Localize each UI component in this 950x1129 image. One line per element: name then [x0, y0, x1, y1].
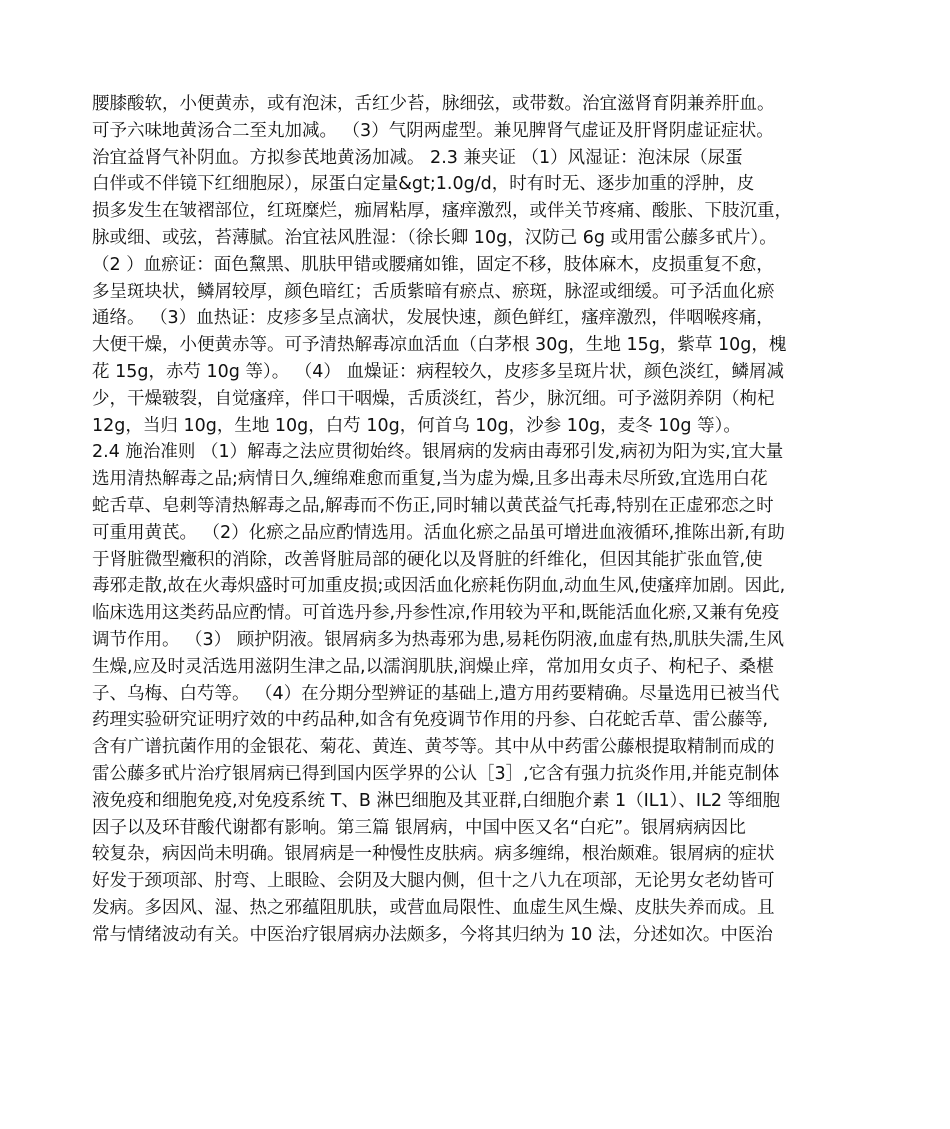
text-line: 治宜益肾气补阴血。方拟参芪地黄汤加减。 2.3 兼夹证 （1）风湿证：泡沫尿（尿蛋 [92, 147, 743, 168]
text-line: 12g，当归 10g，生地 10g，白芍 10g，何首乌 10g，沙参 10g，麦冬 10g 等）。 [92, 415, 741, 436]
text-line: 生燥,应及时灵活选用滋阴生津之品,以濡润肌肤,润燥止痒，常加用女贞子、枸杞子、桑椹 [92, 656, 774, 677]
text-line: 白伴或不伴镜下红细胞尿），尿蛋白定量&gt;1.0g/d，时有时无、逐步加重的浮肿，皮 [92, 174, 755, 195]
text-line: （2 ）血瘀证：面色黧黑、肌肤甲错或腰痛如锥，固定不移，肢体麻木，皮损重复不愈， [92, 254, 774, 275]
text-line: 毒邪走散,故在火毒炽盛时可加重皮损;或因活血化瘀耗伤阴血,动血生风,使瘙痒加剧。因此, [92, 576, 786, 597]
text-line: 少，干燥皲裂，自觉瘙痒，伴口干咽燥，舌质淡红，苔少，脉沉细。可予滋阴养阴（枸杞 [92, 388, 775, 409]
text-line: 于肾脏微型癥积的消除，改善肾脏局部的硬化以及肾脏的纤维化，但因其能扩张血管,使 [92, 549, 763, 570]
text-line: 脉或细、或弦，苔薄腻。治宜祛风胜湿：（徐长卿 10g，汉防己 6g 或用雷公藤多甙片）。 [92, 227, 777, 248]
text-line: 通络。 （3）血热证：皮疹多呈点滴状，发展快速，颜色鲜红，瘙痒激烈，伴咽喉疼痛， [92, 308, 774, 329]
body-text [92, 91, 872, 949]
text-line: 好发于颈项部、肘弯、上眼睑、会阴及大腿内侧，但十之八九在项部，无论男女老幼皆可 [92, 871, 775, 892]
text-line: 损多发生在皱褶部位，红斑糜烂，痂屑粘厚，瘙痒激烈，或伴关节疼痛、酸胀、下肢沉重， [92, 201, 792, 222]
text-line: 常与情绪波动有关。中医治疗银屑病办法颇多，今将其归纳为 10 法，分述如次。中医治 [92, 924, 773, 945]
text-line: 大便干燥，小便黄赤等。可予清热解毒凉血活血（白茅根 30g，生地 15g，紫草 10g，槐 [92, 335, 787, 356]
text-line: 雷公藤多甙片治疗银屑病已得到国内医学界的公认［3］,它含有强力抗炎作用,并能克制体 [92, 763, 780, 784]
text-line: 发病。多因风、湿、热之邪蕴阻肌肤，或营血局限性、血虚生风生燥、皮肤失养而成。且 [92, 897, 775, 918]
text-line: 药理实验研究证明疗效的中药品种,如含有免疫调节作用的丹参、白花蛇舌草、雷公藤等, [92, 710, 769, 731]
text-line: 2.4 施治准则 （1）解毒之法应贯彻始终。银屑病的发病由毒邪引发,病初为阳为实,宜大量 [92, 442, 784, 463]
text-line: 临床选用这类药品应酌情。可首选丹参,丹参性凉,作用较为平和,既能活血化瘀,又兼有免疫 [92, 603, 780, 624]
text-line: 多呈斑块状，鳞屑较厚，颜色暗红；舌质紫暗有瘀点、瘀斑，脉涩或细缓。可予活血化瘀 [92, 281, 775, 302]
text-line: 子、乌梅、白芍等。 （4）在分期分型辨证的基础上,遣方用药要精确。尽量选用已被当代 [92, 683, 780, 704]
text-line: 调节作用。 （3） 顾护阴液。银屑病多为热毒邪为患,易耗伤阴液,血虚有热,肌肤失濡,生风 [92, 629, 785, 650]
text-line: 较复杂，病因尚未明确。银屑病是一种慢性皮肤病。病多缠绵，根治颇难。银屑病的症状 [92, 844, 775, 865]
text-line: 可重用黄芪。 （2）化瘀之品应酌情选用。活血化瘀之品虽可增进血液循环,推陈出新,有助 [92, 522, 785, 543]
text-line: 腰膝酸软，小便黄赤，或有泡沫，舌红少苔，脉细弦，或带数。治宜滋肾育阴兼养肝血。 [92, 94, 775, 114]
text-line: 蛇舌草、皂刺等清热解毒之品,解毒而不伤正,同时辅以黄芪益气托毒,特别在正虚邪恋之时 [92, 495, 774, 516]
text-line: 可予六味地黄汤合二至丸加减。 （3）气阴两虚型。兼见脾肾气虚证及肝肾阴虚证症状。 [92, 120, 774, 141]
text-line: 液免疫和细胞免疫,对免疫系统 T、B 淋巴细胞及其亚群,白细胞介素 1（IL1）、IL2 等细胞 [92, 790, 781, 811]
text-line: 含有广谱抗菌作用的金银花、菊花、黄连、黄芩等。其中从中药雷公藤根提取精制而成的 [92, 737, 775, 758]
text-line: 选用清热解毒之品;病情日久,缠绵难愈而重复,当为虚为燥,且多出毒未尽所致,宜选用白花 [92, 469, 768, 490]
text-line: 花 15g，赤芍 10g 等）。 （4） 血燥证：病程较久，皮疹多呈斑片状，颜色淡红，鳞屑减 [92, 361, 784, 382]
text-line: 因子以及环苷酸代谢都有影响。第三篇 银屑病，中国中医又名“白疕”。银屑病病因比 [92, 817, 746, 838]
